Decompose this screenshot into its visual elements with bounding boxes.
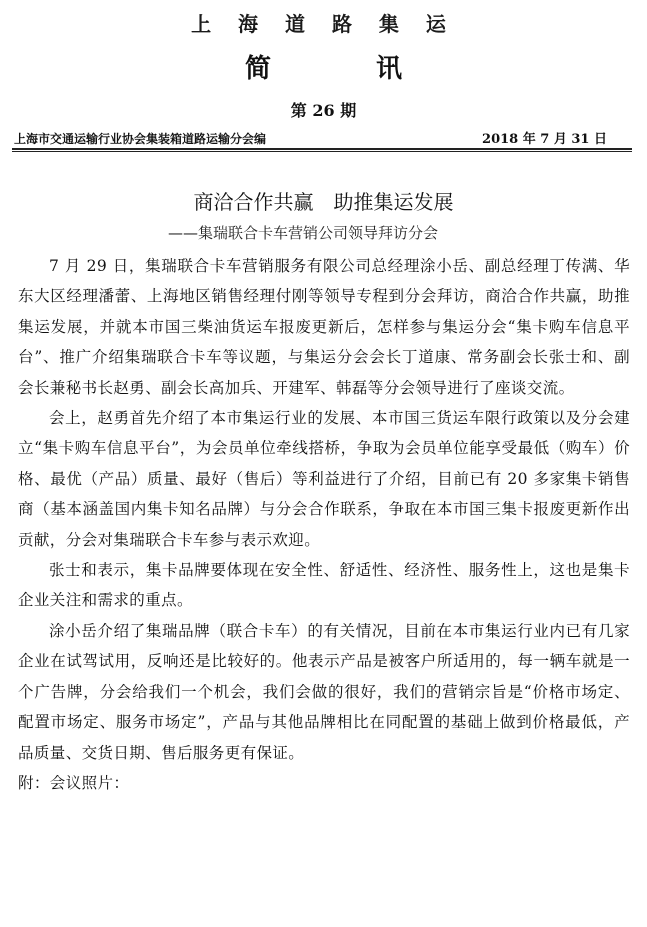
org-title: 上 海 道 路 集 运 xyxy=(191,12,456,36)
article-title: 商洽合作共赢 助推集运发展 xyxy=(193,190,454,214)
article-subtitle: ——集瑞联合卡车营销公司领导拜访分会 xyxy=(168,224,439,242)
bulletin-title: 简 讯 xyxy=(244,54,451,84)
paragraph-meeting: 会上，赵勇首先介绍了本市集运行业的发展、本市国三货运车限行政策以及分会建立“集卡购车信息平台”，为会员单位牵线搭桥，争取为会员单位能享受最低（购车）价格、最优（产品）质量、最好（售后）等利益进行了介绍，目前已有 20 多家集卡销售商（基本涵盖国内集卡知名品牌）与分会合作联系，争取在本市国三集卡报废更新作出贡献，分会对集瑞联合卡车参与表示欢迎。 xyxy=(18,409,630,549)
editor-line: 上海市交通运输行业协会集装箱道路运输分会编 xyxy=(14,132,267,146)
masthead-divider-thick xyxy=(12,148,632,150)
paragraph-zhang-remarks: 张士和表示，集卡品牌要体现在安全性、舒适性、经济性、服务性上，这也是集卡企业关注和需求的重点。 xyxy=(18,561,630,610)
masthead-divider-thin xyxy=(12,151,632,152)
issue-number: 第 26 期 xyxy=(290,101,357,120)
article-body xyxy=(18,251,630,798)
paragraph-tu-remarks: 涂小岳介绍了集瑞品牌（联合卡车）的有关情况，目前在本市集运行业内已有几家企业在试驾试用，反响还是比较好的。他表示产品是被客户所适用的，每一辆车就是一个广告牌，分会给我们一个机会，我们会做的很好，我们的营销宗旨是“价格市场定、配置市场定、服务市场定”，产品与其他品牌相比在同配置的基础上做到价格最低，产品质量、交货日期、售后服务更有保证。 xyxy=(18,621,630,762)
publish-date: 2018 年 7 月 31 日 xyxy=(482,132,607,147)
paragraph-visit: 7 月 29 日，集瑞联合卡车营销服务有限公司总经理涂小岳、副总经理丁传满、华东大区经理潘蕾、上海地区销售经理付刚等领导专程到分会拜访，商洽合作共赢，助推集运发展，并就本市国三柴油货运车报废更新后，怎样参与集运分会“集卡购车信息平台”、推广介绍集瑞联合卡车等议题，与集运分会会长丁道康、常务副会长张士和、副会长兼秘书长赵勇、副会长高加兵、开建军、韩磊等分会领导进行了座谈交流。 xyxy=(18,257,630,397)
attachment-note: 附：会议照片： xyxy=(18,773,130,792)
masthead-meta-row xyxy=(14,128,607,148)
